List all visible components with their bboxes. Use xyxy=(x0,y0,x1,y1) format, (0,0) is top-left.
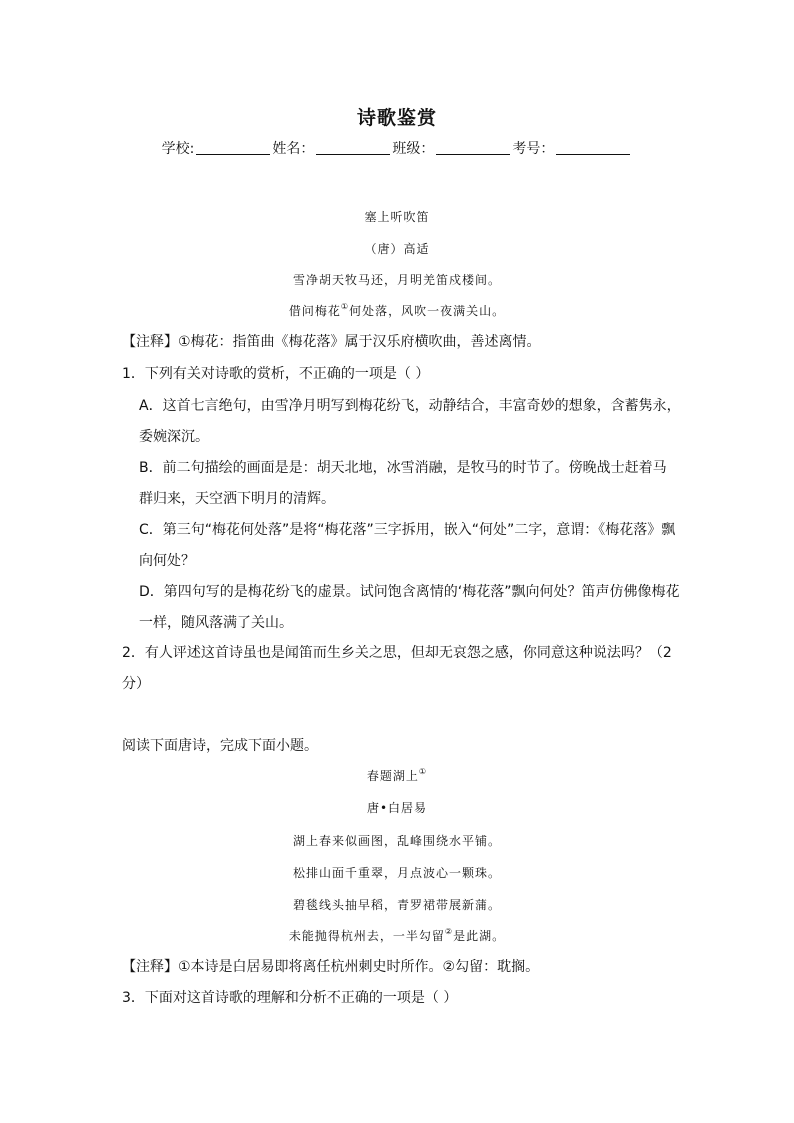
reading-instruction: 阅读下面唐诗，完成下面小题。 xyxy=(122,738,318,754)
poem1-line: 借问梅花①何处落，风吹一夜满关山。 xyxy=(288,302,506,318)
poem2-note: 【注释】①本诗是白居易即将离任杭州刺史时所作。②勾留：耽搁。 xyxy=(122,959,540,975)
q1-option-a[interactable]: A．这首七言绝句，由雪净月明写到梅花纷飞，动静结合，丰富奇妙的想象，含蓄隽永， xyxy=(139,398,681,414)
footnote-mark: ① xyxy=(340,302,350,311)
poem1-author: （唐）高适 xyxy=(364,242,430,256)
school-blank[interactable] xyxy=(196,140,270,155)
exam-no-label: 考号： xyxy=(512,141,555,157)
poem1-note: 【注释】①梅花：指笛曲《梅花落》属于汉乐府横吹曲，善述离情。 xyxy=(122,334,541,350)
question-1-stem: 1．下列有关对诗歌的赏析，不正确的一项是（ ） xyxy=(122,366,430,382)
class-label: 班级： xyxy=(392,141,435,157)
poem1-title: 塞上听吹笛 xyxy=(364,210,430,224)
poem2-title: 春题湖上① xyxy=(366,767,428,783)
poem2-author: 唐•白居易 xyxy=(366,801,428,815)
school-label: 学校: xyxy=(161,141,195,157)
question-2-stem: 2．有人评述这首诗虽也是闻笛而生乡关之思，但却无哀怨之感，你同意这种说法吗？（2 xyxy=(122,645,672,661)
footnote-mark: ② xyxy=(444,927,454,936)
student-info-line xyxy=(0,138,794,158)
q1-option-d-cont: 一样，随风落满了关山。 xyxy=(139,615,293,631)
class-blank[interactable] xyxy=(436,140,510,155)
q1-option-d[interactable]: D．第四句写的是梅花纷飞的虚景。试问饱含离情的‘梅花落”飘向何处？笛声仿佛像梅花 xyxy=(139,584,680,600)
page-title: 诗歌鉴赏 xyxy=(356,107,437,129)
footnote-mark: ① xyxy=(418,767,428,776)
q1-option-c[interactable]: C．第三句“梅花何处落”是将“梅花落”三字拆用，嵌入“何处”二字，意谓：《梅花落》飘 xyxy=(139,522,676,538)
q1-option-c-cont: 向何处？ xyxy=(139,553,195,569)
name-blank[interactable] xyxy=(316,140,390,155)
poem2-line: 松排山面千重翠，月点波心一颗珠。 xyxy=(292,866,501,880)
exam-no-blank[interactable] xyxy=(556,140,630,155)
poem2-line: 湖上春来似画图，乱峰围绕水平铺。 xyxy=(292,834,501,848)
poem1-line: 雪净胡天牧马还，月明羌笛戍楼间。 xyxy=(292,273,501,287)
q1-option-b-cont: 群归来，天空洒下明月的清辉。 xyxy=(139,491,335,507)
name-label: 姓名： xyxy=(272,141,315,157)
poem2-line: 碧毯线头抽早稻，青罗裙带展新蒲。 xyxy=(292,898,501,912)
question-3-stem: 3．下面对这首诗歌的理解和分析不正确的一项是（ ） xyxy=(122,990,458,1006)
q1-option-a-cont: 委婉深沉。 xyxy=(139,429,209,445)
poem2-line: 未能抛得杭州去，一半勾留②是此湖。 xyxy=(288,927,506,943)
question-2-stem-cont: 分） xyxy=(122,676,150,692)
q1-option-b[interactable]: B．前二句描绘的画面是是：胡天北地，冰雪消融，是牧马的时节了。傍晚战士赶着马 xyxy=(139,460,667,476)
